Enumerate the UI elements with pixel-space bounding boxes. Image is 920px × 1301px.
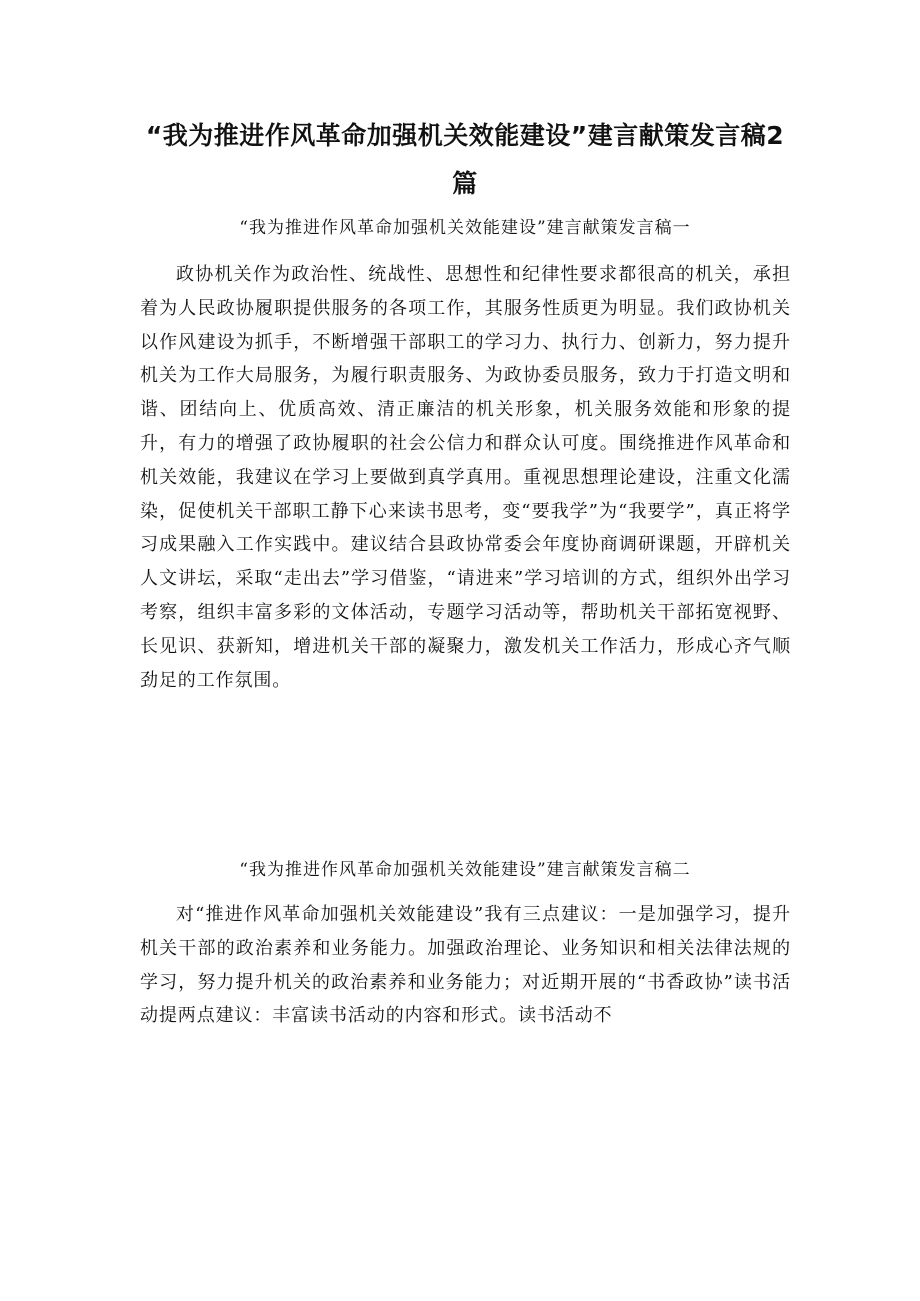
section-body-1	[140, 258, 791, 697]
section-heading-1: “我为推进作风革命加强机关效能建设”建言献策发言稿一	[239, 218, 691, 238]
paragraph: 政协机关作为政治性、统战性、思想性和纪律性要求都很高的机关，承担着为人民政协履职提供服务的各项工作，其服务性质更为明显。我们政协机关以作风建设为抓手，不断增强干部职工的学习力、执行力、创新力，努力提升机关为工作大局服务，为履行职责服务、为政协委员服务，致力于打造文明和谐、团结向上、优质高效、清正廉洁的机关形象，机关服务效能和形象的提升，有力的增强了政协履职的社会公信力和群众认可度。围绕推进作风革命和机关效能，我建议在学习上要做到真学真用。重视思想理论建设，注重文化濡染，促使机关干部职工静下心来读书思考，变“要我学”为“我要学”，真正将学习成果融入工作实践中。建议结合县政协常委会年度协商调研课题，开辟机关人文讲坛，采取“走出去”学习借鉴，“请进来”学习培训的方式，组织外出学习考察，组织丰富多彩的文体活动，专题学习活动等，帮助机关干部拓宽视野、长见识、获新知，增进机关干部的凝聚力，激发机关工作活力，形成心齐气顺劲足的工作氛围。	[140, 264, 791, 691]
section-body-2	[140, 898, 791, 1033]
document-title: “我为推进作风革命加强机关效能建设”建言献策发言稿2篇	[145, 121, 785, 198]
section-heading-2: “我为推进作风革命加强机关效能建设”建言献策发言稿二	[239, 860, 691, 880]
paragraph: 对“推进作风革命加强机关效能建设”我有三点建议：一是加强学习，提升机关干部的政治素养和业务能力。加强政治理论、业务知识和相关法律法规的学习，努力提升机关的政治素养和业务能力；对近期开展的“书香政协”读书活动提两点建议：丰富读书活动的内容和形式。读书活动不	[140, 904, 791, 1027]
